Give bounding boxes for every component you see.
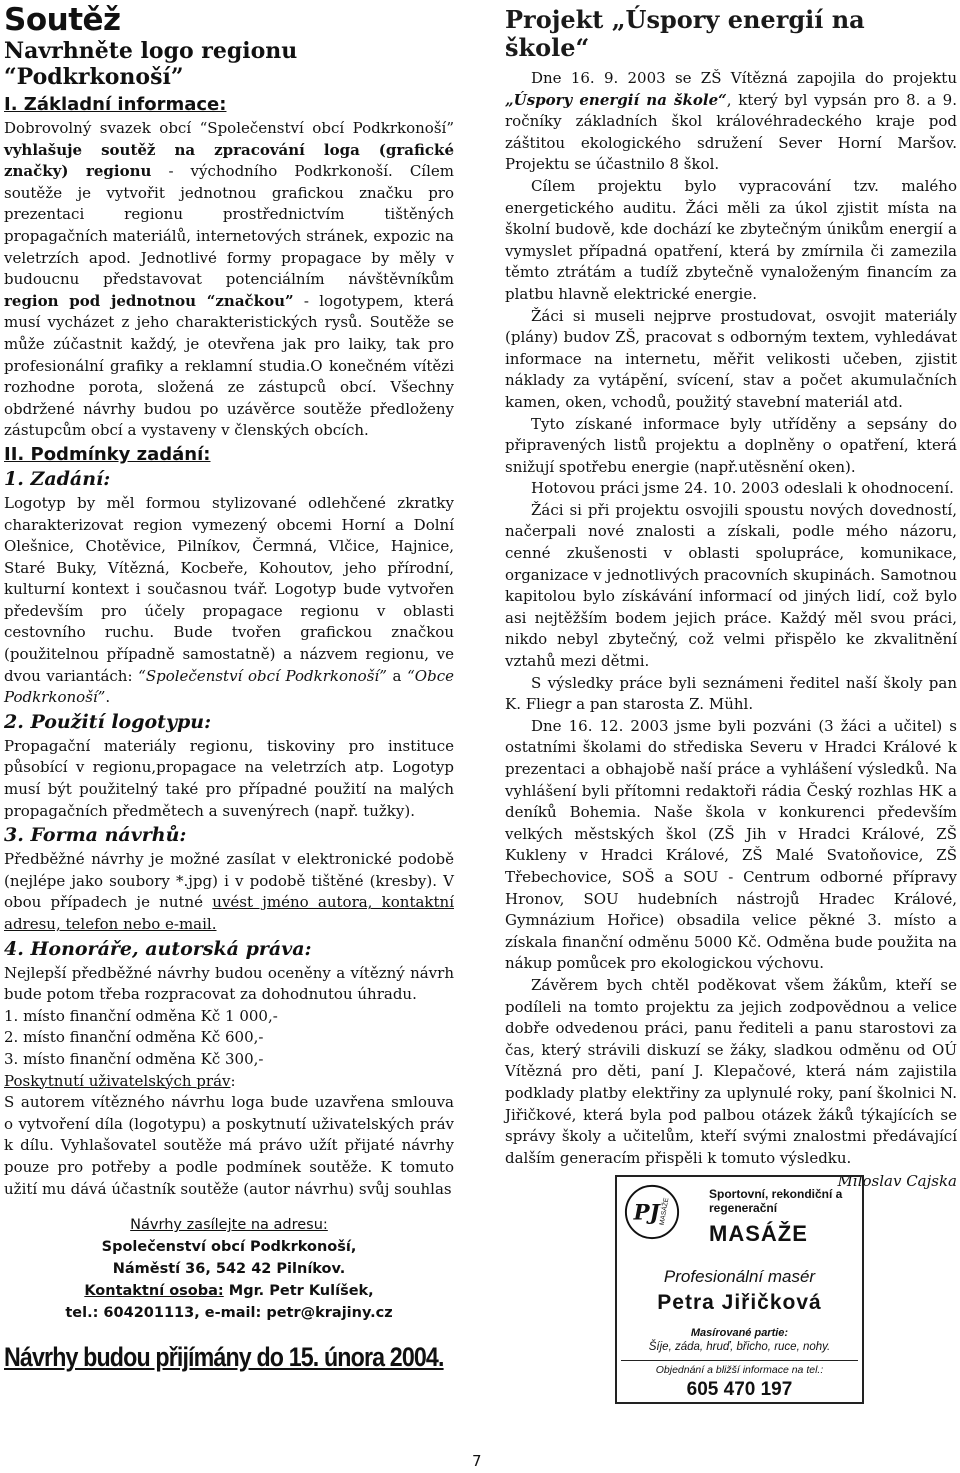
logo-use-paragraph: Propagační materiály regionu, tiskoviny pro instituce působící v regionu,propagace na veletrzích atp. Logotyp musí být použitelný také pro případné použití na malých propagačních předmětech a suvenýrech (např. tužky). (4, 736, 454, 820)
section-conditions-heading: II. Podmínky zadání: (4, 443, 211, 465)
fees-paragraph: Nejlepší předběžné návrhy budou oceněny a vítězný návrh bude potom třeba rozpracovat za dohodnutou úhradu. (4, 963, 454, 1004)
right-column (505, 0, 957, 1192)
project-p1-text-a: Dne 16. 9. 2003 se ZŠ Vítězná zapojila do projektu (531, 69, 957, 87)
left-column (4, 0, 454, 1373)
contact-label: Kontaktní osoba: (84, 1283, 224, 1300)
ad-parts-label: Masírované partie: (690, 1327, 789, 1339)
deadline-banner: Návrhy budou přijímány do 15. února 2004. (4, 1342, 444, 1373)
project-paragraph-7: S výsledky práce byli seznámeni ředitel naší školy pan K. Fliegr a pan starosta Z. Mühl. (505, 673, 957, 714)
logo-use-heading: 2. Použití logotypu: (4, 710, 212, 733)
contact-line (4, 1280, 454, 1302)
rights-heading-line (4, 1071, 454, 1093)
form-paragraph (4, 849, 454, 935)
project-paragraph-2: Cílem projektu bylo vypracování tzv. malého energetického auditu. Žáci měli za úkol zjistit místa na školní budově, kde dochází ke zbytečným únikům energií a vymyslet případná opatření, která by zmírnila či zamezila těmto ztrátám a tudíž zbytečně vynaloženým financím za platbu hlavně elektrické energie. (505, 176, 957, 303)
project-paragraph-5: Hotovou práci jsme 24. 10. 2003 odeslali k ohodnocení. (531, 479, 954, 498)
assignment-paragraph (4, 493, 454, 709)
basic-info-text-d: region pod jednotnou “značkou” (4, 291, 294, 310)
contact-name: Mgr. Petr Kulíšek, (223, 1283, 374, 1300)
project-paragraph-9: Závěrem bych chtěl poděkovat všem žákům, kteří se podíleli na tomto projektu za jejich zodpovědnou a velice dobře odvedenou práci, panu řediteli a panu starostovi za čas, který strávili diskuzí se žáky, sladkou odměnu od OÚ Vítězná pro děti, paní J. Klepačové, která nám zajistila podklady platby elektřiny za uplynulé roky, paní školnici N. Jiřičkové, která byla pod palbou otázek žáků týkajících se správy školy a učitelům, kteří svými znalostmi předávající dalším generacím přispěli k tomuto výsledku. (505, 975, 957, 1167)
project-paragraph-3: Žáci si museli nejprve prostudovat, osvojit materiály (plány) budov ZŠ, pracovat s odborným textem, vyhledávat informace na internetu, měřit velikosti učeben, zjistit náklady za vytápění, svícení, stav a počet akumulačních kamen, oken, vchodů, použitý stavební materiál atd. (505, 306, 957, 411)
ad-line-2: regenerační (709, 1201, 778, 1215)
basic-info-text-b: vyhlašuje soutěž na zpracování loga (grafické značky) regionu (4, 140, 454, 181)
ad-parts-list: Šíje, záda, hruď, břicho, ruce, nohy. (648, 1341, 831, 1353)
form-heading: 3. Forma návrhů: (4, 824, 187, 847)
ad-divider (621, 1360, 858, 1361)
prize-third: 3. místo finanční odměna Kč 300,- (4, 1049, 264, 1068)
ad-name: Petra Jiřičková (657, 1291, 822, 1314)
assignment-text-a: Logotyp by měl formou stylizované odlehčené zkratky charakterizovat region vymezený obcemi Horní a Dolní Olešnice, Chotěvice, Pilníkov, Čermná, Vlčice, Hajnice, Staré Buky, Vítězná, Kocbeře, Kohoutov, jeho přírodní, kulturní kontext i současnou tvář. Logotyp bude vytvořen především pro účely propagace regionu v oblasti cestovního ruchu. Bude tvořen grafickou značkou (použitelnou případně samostatně) a názvem regionu, ve dvou variantách: (4, 493, 454, 685)
project-p1-text-c: , který byl vypsán pro 8. a 9. ročníky základních škol královéhradeckého kraje pod záštitou ekologického sdružení Sever Horní Maršov. Projektu se účastnilo 8 škol. (505, 90, 957, 174)
project-paragraph-8: Dne 16. 12. 2003 jsme byli pozváni (3 žáci a učitel) s ostatními školami do střediska Severu v Hradci Králové k prezentaci a obhajobě naší práce a vyhlášení výsledků. Na vyhlášení byli přítomni redaktoři rádia Český rozhlas HK a deníků Bohemia. Naše škola v konkurenci především velkých městských škol (ZŠ Jih v Hradci Králové, ZŠ Kukleny v Hradci Králové, ZŠ Malé Svatoňovice, ZŠ Třebechovice, SOŠ a SOU - Centrum odborné přípravy Hronov, SOU hudebních nástrojů Hradec Králové, Gymnázium Hořice) obsadila velice pěkné 3. místo a získala finanční odměnu 5000 Kč. Odměna bude použita na nákup pomůcek pro ekologickou výchovu. (505, 716, 957, 973)
assignment-text-e: . (105, 688, 111, 707)
ad-order-text: Objednání a bližší informace na tel.: (655, 1364, 824, 1376)
logo-letters: PJ (633, 1200, 660, 1226)
project-paragraph-1 (505, 68, 957, 176)
submission-address-block (4, 1214, 454, 1324)
basic-info-text-c: - východního Podkrkonoší. Cílem soutěže je vytvořit jednotnou grafickou značku pro prezentaci regionu prostřednictvím tištěných propagačních materiálů, internetových stránek, expozic na veletrzích apod. Jednotlivé formy propagace by měly v budoucnu představovat potenciálním návštěvníkům (4, 162, 455, 289)
author-signature: Miloslav Cajska (837, 1172, 957, 1191)
contact-tel-email: tel.: 604201113, e-mail: petr@krajiny.cz (65, 1305, 393, 1322)
rights-paragraph: S autorem vítězného návrhu loga bude uzavřena smlouva o vytvoření díla (logotypu) a poskytnutí uživatelských práv k dílu. Vyhlašovatel soutěže má právo užít přijaté návrhy pouze pro potřeby a podle podmínek soutěže. K tomuto užití mu dává účastník soutěže (autor návrhu) svůj souhlas (4, 1093, 454, 1198)
rights-colon: : (230, 1071, 236, 1090)
contest-title: Soutěž (4, 2, 121, 38)
assignment-heading: 1. Zadání: (4, 467, 111, 490)
basic-info-text-e: - logotypem, která musí vycházet z jeho charakteristických rysů. Soutěže se může zúčastnit každý, je otevřena jak pro laiky, tak pro profesionální grafiky a reklamní studia.O konečném vítězi rozhodne porota, složená ze zástupců obcí. Všechny obdržené návrhy budou po uzávěrce soutěže předloženy zástupcům obcí a vystaveny v členských obcích. (4, 291, 454, 440)
address-label: Návrhy zasílejte na adresu: (130, 1217, 328, 1234)
ad-line-1: Sportovní, rekondiční a (709, 1187, 843, 1201)
page-number: 7 (472, 1452, 482, 1470)
ad-service-type (709, 1187, 842, 1215)
rights-heading: Poskytnutí uživatelských práv (4, 1071, 231, 1090)
prize-first: 1. místo finanční odměna Kč 1 000,- (4, 1006, 278, 1025)
project-title: Projekt „Úspory energií na škole“ (505, 5, 865, 62)
logo-word: MASÁŽE (658, 1197, 671, 1226)
address-line-2: Náměstí 36, 542 42 Pilníkov. (112, 1261, 346, 1278)
basic-info-paragraph (4, 118, 454, 442)
project-paragraph-6: Žáci si při projektu osvojili spoustu nových dovedností, načerpali nové znalosti a získali, podle mého názoru, cenné zkušenosti v oblasti spolupráce, komunikace, organizace v jednotlivých pracovních skupinách. Samotnou kapitolou bylo získávání informací od jiných lidí, což bylo asi nejtěžším bodem jejich práce. Každý měl svou práci, nikdo nebyl zbytečný, což velmi přispělo ke zkvalitnění vztahů mezi dětmi. (505, 500, 957, 671)
contest-subtitle: Navrhněte logo regionu “Podkrkonoší” (4, 38, 298, 90)
ad-phone-number: 605 470 197 (686, 1379, 793, 1400)
fees-heading: 4. Honoráře, autorská práva: (4, 937, 312, 960)
project-paragraph-4: Tyto získané informace byly utříděny a sepsány do připravených listů projektu a doplněny o opatření, která snižují spotřebu energie (např.utěsnění oken). (505, 414, 957, 476)
prize-second: 2. místo finanční odměna Kč 600,- (4, 1028, 264, 1047)
address-line-1: Společenství obcí Podkrkonoší, (101, 1239, 357, 1256)
ad-profession: Profesionální masér (663, 1267, 816, 1286)
massage-logo-icon (623, 1183, 681, 1241)
assignment-text-c: a (386, 666, 408, 685)
assignment-variant-2: “Obce Podkrkonoší” (4, 666, 454, 707)
basic-info-text-a: Dobrovolný svazek obcí “Společenství obcí Podkrkonoší” (4, 119, 454, 137)
assignment-variant-1: “Společenství obcí Podkrkonoší” (138, 666, 387, 685)
form-text-underlined: uvést jméno autora, kontaktní adresu, telefon nebo e-mail. (4, 893, 454, 933)
form-text-a: Předběžné návrhy je možné zasílat v elektronické podobě (nejlépe jako soubory *.jpg) i v podobě tištěné (kresby). V obou případech je nutné (4, 850, 454, 912)
ad-headline: MASÁŽE (709, 1221, 808, 1246)
section-basic-info-heading: I. Základní informace: (4, 94, 227, 115)
massage-advertisement (615, 1175, 864, 1404)
project-name-emphasis: „Úspory energií na škole“ (505, 90, 727, 109)
